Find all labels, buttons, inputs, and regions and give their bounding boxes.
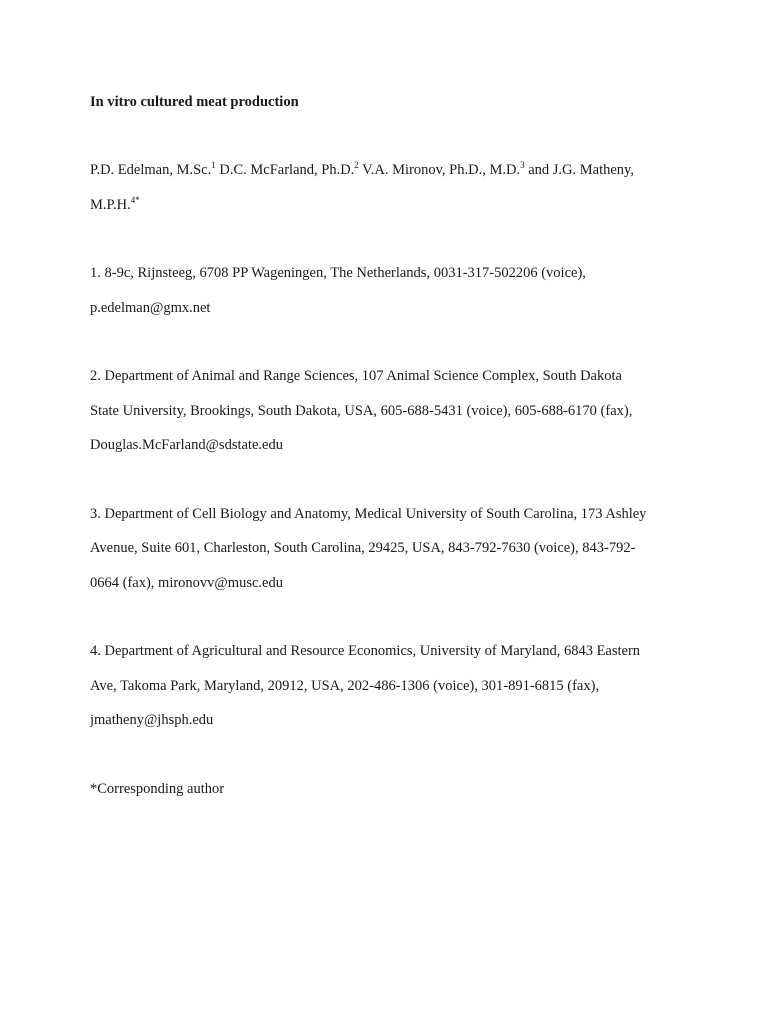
author-4-name: and J.G. Matheny,: [524, 162, 634, 178]
author-1-affiliation-marker: 1: [211, 160, 216, 170]
affiliation-1-line-1: 1. 8-9c, Rijnsteeg, 6708 PP Wageningen, The Netherlands, 0031-317-502206 (voice),: [90, 265, 586, 281]
affiliation-4-line-1: 4. Department of Agricultural and Resource Economics, University of Maryland, 6843 Eastern: [90, 643, 641, 659]
affiliation-2-line-3: Douglas.McFarland@sdstate.edu: [90, 437, 283, 453]
affiliation-3-line-1: 3. Department of Cell Biology and Anatomy, Medical University of South Carolina, 173 Ashley: [90, 506, 647, 522]
author-4-affiliation-marker: 4*: [130, 195, 140, 205]
affiliation-4-line-2: Ave, Takoma Park, Maryland, 20912, USA, 202-486-1306 (voice), 301-891-6815 (fax),: [90, 678, 600, 694]
author-list-continued: [90, 195, 140, 213]
author-2-name: D.C. McFarland, Ph.D.: [215, 162, 355, 178]
author-3-affiliation-marker: 3: [520, 160, 525, 170]
affiliation-2-line-2: State University, Brookings, South Dakota, USA, 605-688-5431 (voice), 605-688-6170 (fax),: [90, 403, 633, 419]
affiliation-2-line-1: 2. Department of Animal and Range Sciences, 107 Animal Science Complex, South Dakota: [90, 368, 622, 384]
author-list: [90, 160, 634, 178]
author-2-affiliation-marker: 2: [354, 160, 359, 170]
affiliation-3-line-2: Avenue, Suite 601, Charleston, South Carolina, 29425, USA, 843-792-7630 (voice), 843-792-: [90, 540, 636, 556]
corresponding-author-note: *Corresponding author: [90, 781, 225, 797]
author-3-name: V.A. Mironov, Ph.D., M.D.: [358, 162, 521, 178]
author-1-name: P.D. Edelman, M.Sc.: [90, 162, 212, 178]
affiliation-4-line-3: jmatheny@jhsph.edu: [90, 712, 214, 728]
affiliation-1-line-2: p.edelman@gmx.net: [90, 300, 211, 316]
affiliation-3-line-3: 0664 (fax), mironovv@musc.edu: [90, 575, 283, 591]
paper-title: In vitro cultured meat production: [90, 94, 299, 110]
author-4-degree: M.P.H.: [90, 197, 131, 213]
